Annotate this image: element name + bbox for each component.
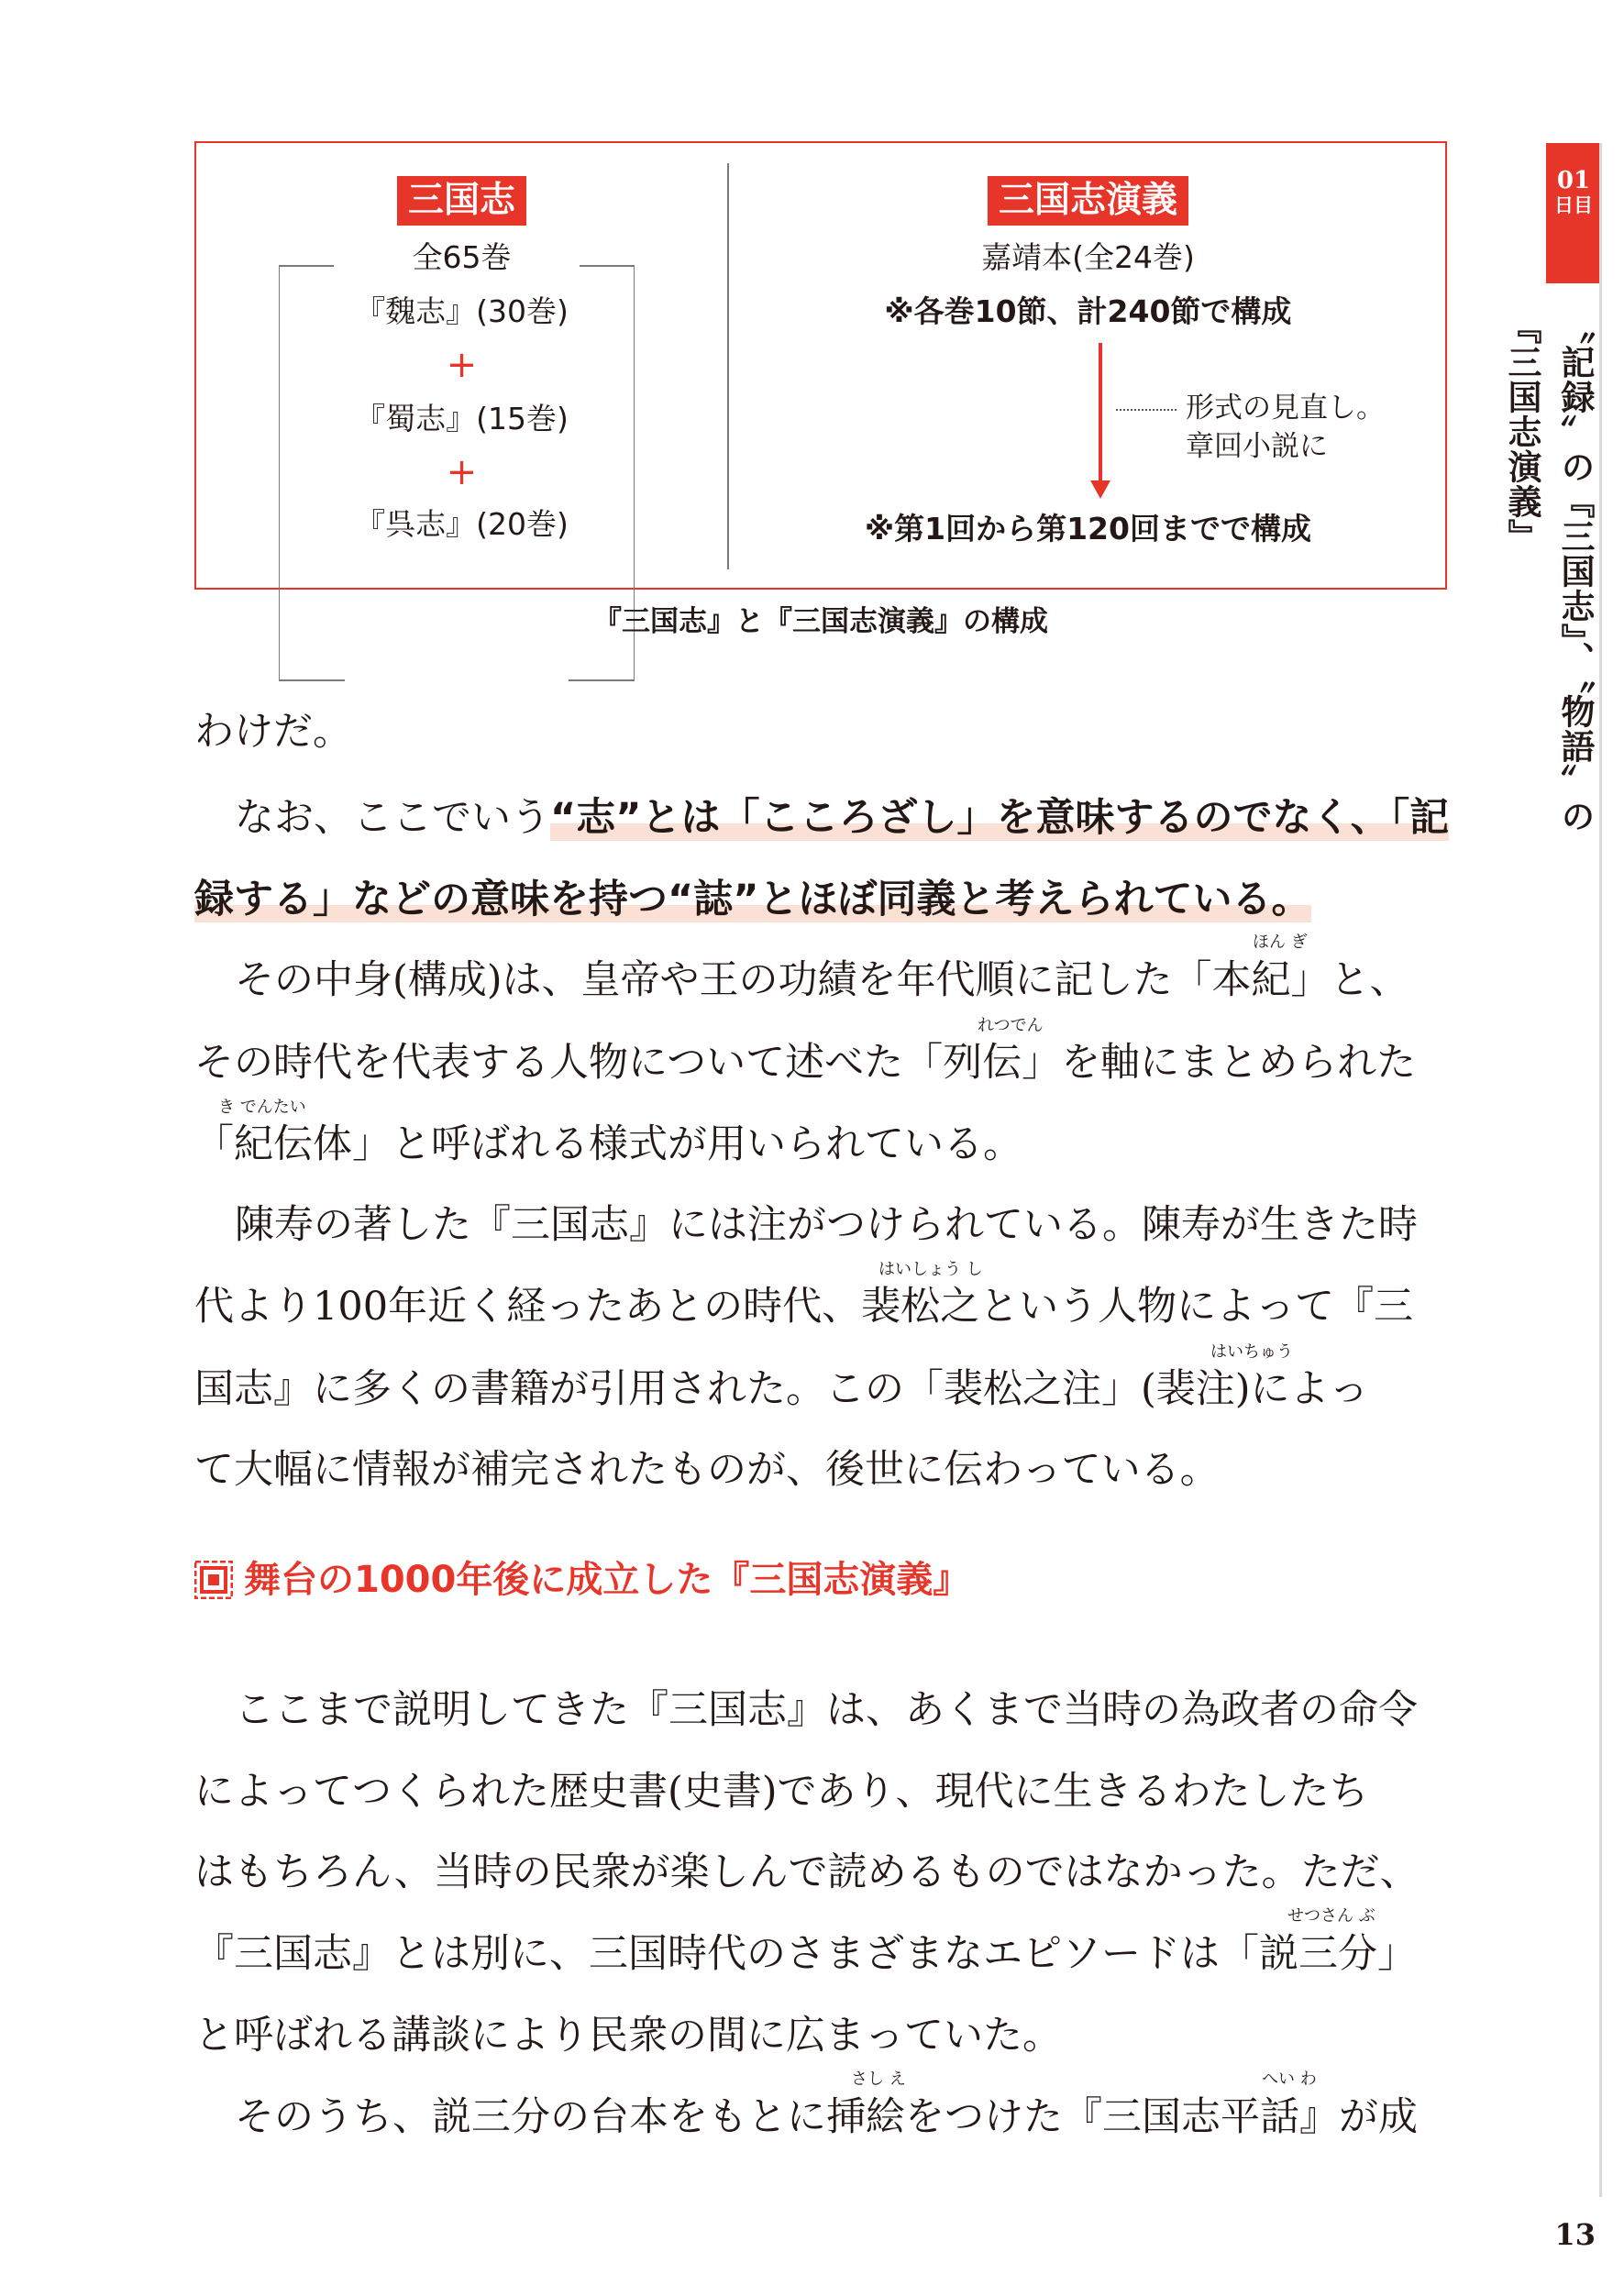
- body-line-10: て大幅に情報が補完されたものが、後世に伝わっている。: [194, 1447, 1220, 1493]
- sanguozhi-label: 三国志: [397, 176, 526, 226]
- day-label: 日目: [1554, 194, 1593, 216]
- plus-sign-1: +: [446, 344, 478, 386]
- note-line-2: 章回小説に: [1186, 430, 1328, 463]
- section-heading-icon: [194, 1561, 233, 1599]
- highlight-1: “志”とは「こころざし」を意味するのでなく、「記: [550, 795, 1450, 841]
- body-line-12: によってつくられた歴史書(史書)であり、現代に生きるわたしたち: [194, 1769, 1369, 1815]
- right-chapters: ※第1回から第120回までで構成: [865, 511, 1311, 546]
- arrow-down-icon: [1090, 480, 1110, 499]
- body-line-9: 国志』に多くの書籍が引用された。この「裴松之注」(裴注)によっ: [194, 1366, 1369, 1412]
- body-line-11: ここまで説明してきた『三国志』は、あくまで当時の為政者の命令: [235, 1687, 1418, 1733]
- ruby-retsuden: れつでん: [978, 1016, 1044, 1035]
- ruby-kidentai: き でんたい: [218, 1098, 306, 1117]
- ruby-sashie: さし え: [851, 2070, 906, 2089]
- dotted-leader: [1116, 409, 1177, 411]
- ruby-honki: ほん ぎ: [1253, 933, 1308, 952]
- day-number: 01: [1556, 167, 1591, 194]
- arrow-shaft: [1099, 343, 1102, 480]
- ruby-haishoushi: はいしょう し: [878, 1260, 983, 1279]
- body-line-15: と呼ばれる講談により民衆の間に広まっていた。: [194, 2013, 1062, 2059]
- yanyi-label: 三国志演義: [988, 176, 1188, 226]
- plus-sign-2: +: [446, 451, 478, 493]
- right-jiajing-edition: 嘉靖本(全24巻): [981, 239, 1195, 275]
- left-wei: 『魏志』(30巻): [355, 293, 569, 329]
- body-line-16: そのうち、説三分の台本をもとに挿絵をつけた『三国志平話』が成: [235, 2094, 1418, 2140]
- body-line-2: [235, 787, 1491, 843]
- body-line-8: 代より100年近く経ったあとの時代、裴松之という人物によって『三: [194, 1284, 1414, 1330]
- left-shu: 『蜀志』(15巻): [355, 401, 569, 436]
- chapter-title-vertical: 〝記録〟の『三国志』、〝物語〟の『三国志演義』: [1502, 310, 1595, 833]
- diagram-left-column: [196, 143, 727, 542]
- diagram-caption: 『三国志』と『三国志演義』の構成: [593, 605, 1048, 638]
- body-line-14: 『三国志』とは別に、三国時代のさまざまなエピソードは「説三分」: [194, 1931, 1417, 1977]
- diagram-right-column: [729, 143, 1447, 546]
- note-line-1: 形式の見直し。: [1186, 392, 1385, 425]
- body-line-13: はもちろん、当時の民衆が楽しんで読めるものではなかった。ただ、: [194, 1849, 1420, 1895]
- ruby-haichuu: はいちゅう: [1210, 1342, 1293, 1362]
- page-number: 13: [1554, 2217, 1596, 2252]
- body-line-5: その時代を代表する人物について述べた「列伝」を軸にまとめられた: [194, 1040, 1417, 1086]
- body-line-1: わけだ。: [194, 709, 352, 755]
- day-tab: [1546, 143, 1601, 283]
- section-heading: 舞台の1000年後に成立した『三国志演義』: [244, 1559, 970, 1601]
- right-sections: ※各巻10節、計240節で構成: [884, 293, 1292, 329]
- ruby-heiwa: へい わ: [1262, 2070, 1317, 2089]
- body-line-6: 「紀伝体」と呼ばれる様式が用いられている。: [194, 1121, 1022, 1167]
- left-total-volumes: 全65巻: [412, 239, 512, 275]
- ruby-setsusanbu: せつさん ぶ: [1287, 1906, 1375, 1926]
- body-line-7: 陳寿の著した『三国志』には注がつけられている。陳寿が生きた時: [235, 1202, 1418, 1248]
- structure-diagram: [194, 141, 1447, 590]
- body-line-2-plain: なお、ここでいう: [235, 795, 550, 841]
- left-wu: 『呉志』(20巻): [355, 506, 569, 542]
- arrow-note: [1116, 389, 1385, 466]
- highlight-2: 録する」などの意味を持つ“誌”とほぼ同義と考えられている。: [194, 877, 1311, 922]
- body-line-4: その中身(構成)は、皇帝や王の功績を年代順に記した「本紀」と、: [235, 957, 1409, 1003]
- body-line-3: [194, 868, 1451, 924]
